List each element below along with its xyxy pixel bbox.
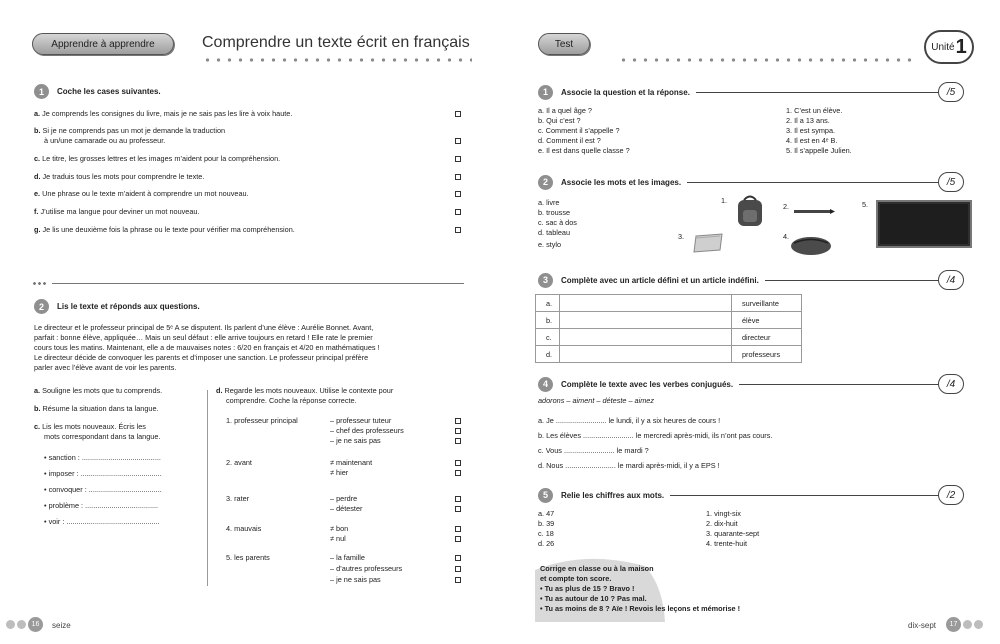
vocab-option: – professeur tuteur [330, 416, 392, 425]
test-exercise-2-heading [538, 172, 964, 192]
image-number: 5. [862, 200, 869, 209]
answer: 3. Il est sympa. [786, 126, 836, 135]
page-number-badge [6, 617, 43, 632]
footer-dot [6, 620, 15, 629]
word-line[interactable]: • voir : .............................................. [44, 517, 160, 526]
vocab-option: ≠ maintenant [330, 458, 373, 467]
checkbox[interactable] [455, 506, 461, 512]
number-word: 2. dix-huit [706, 519, 738, 528]
exercise-1-heading [34, 84, 474, 99]
page-number-badge [946, 617, 983, 632]
answer: 1. C’est un élève. [786, 106, 843, 115]
page-number: 17 [946, 617, 961, 632]
checklist-item-c: c. Le titre, les grosses lettres et les images m’aident pour la compréhension. [34, 154, 281, 163]
exercise-title: Associe les mots et les images. [561, 177, 682, 187]
checkbox-g[interactable] [455, 227, 461, 233]
table-row [536, 346, 802, 363]
vocab-word: 5. les parents [226, 553, 270, 562]
exercise-number: 5 [538, 488, 553, 503]
verb-bank: adorons – aiment – déteste – aimez [538, 396, 655, 405]
checkbox[interactable] [455, 566, 461, 572]
exercise-title: Complète avec un article défini et un article indéfini. [561, 275, 759, 285]
page-number: 16 [28, 617, 43, 632]
reading-text-line: Le directeur et le professeur principal de 5ᵉ A se disputent. Ils parlent d’une élève : Aurélie Bonnet. Avant, [34, 323, 374, 332]
pencil-case-icon [790, 234, 834, 256]
article-input-cell[interactable] [560, 346, 732, 363]
checkbox[interactable] [455, 418, 461, 424]
checkbox[interactable] [455, 460, 461, 466]
correction-line: Corrige en classe ou à la maison [540, 564, 654, 573]
answer: 2. Il a 13 ans. [786, 116, 830, 125]
score-badge: /5 [938, 172, 964, 192]
checklist-item-e: e. Une phrase ou le texte m’aident à comprendre un mot nouveau. [34, 189, 249, 198]
exercise-title: Associe la question et la réponse. [561, 87, 690, 97]
correction-line: • Tu as plus de 15 ? Bravo ! [540, 584, 635, 593]
question: a. Il a quel âge ? [538, 106, 592, 115]
article-input-cell[interactable] [560, 312, 732, 329]
question-c: c. Lis les mots nouveaux. Écris les [34, 422, 146, 431]
section-pill [32, 33, 174, 55]
checklist-item-b: b. Si je ne comprends pas un mot je demande la traduction [34, 126, 226, 135]
image-number: 1. [721, 196, 728, 205]
word-line[interactable]: • imposer : ........................................ [44, 469, 162, 478]
vocab-word: 1. professeur principal [226, 416, 298, 425]
article-table [535, 294, 802, 363]
fill-sentence[interactable]: b. Les élèves ......................... le mercredi après-midi, ils n’ont pas cours. [538, 431, 773, 440]
checklist-item-f: f. J’utilise ma langue pour deviner un mot nouveau. [34, 207, 200, 216]
number-item: d. 26 [538, 539, 555, 548]
column-divider [207, 390, 208, 586]
exercise-title: Coche les cases suivantes. [57, 87, 161, 96]
section-pill [538, 33, 590, 55]
reading-text-line: parler avec l’élève avant de voir les parents. [34, 363, 177, 372]
image-number: 4. [783, 232, 790, 241]
unit-label: Unité [931, 41, 955, 53]
vocab-option: ≠ hier [330, 468, 349, 477]
section-pill-label: Test [554, 38, 574, 50]
row-label: a. [536, 295, 560, 312]
vocab-item: e. stylo [538, 240, 562, 249]
vocab-option: – perdre [330, 494, 358, 503]
number-word: 3. quarante-sept [706, 529, 760, 538]
separator-line [52, 283, 464, 284]
pen-icon [792, 208, 836, 216]
heading-rule [670, 495, 940, 496]
checkbox[interactable] [455, 577, 461, 583]
question-d: d. Regarde les mots nouveaux. Utilise le contexte pour [216, 386, 394, 395]
vocab-option: – chef des professeurs [330, 426, 404, 435]
row-label: d. [536, 346, 560, 363]
heading-rule [687, 182, 940, 183]
score-badge: /5 [938, 82, 964, 102]
exercise-title: Complète le texte avec les verbes conjugués. [561, 379, 734, 389]
exercise-number: 2 [538, 175, 553, 190]
vocab-word: 4. mauvais [226, 524, 262, 533]
exercise-number: 1 [34, 84, 49, 99]
noun-cell: surveillante [732, 295, 802, 312]
exercise-title: Lis le texte et réponds aux questions. [57, 302, 200, 311]
page-number-word: dix-sept [908, 621, 937, 630]
exercise-number: 2 [34, 299, 49, 314]
checkbox[interactable] [455, 526, 461, 532]
checkbox[interactable] [455, 496, 461, 502]
checkbox[interactable] [455, 555, 461, 561]
separator-dots [32, 282, 48, 285]
fill-sentence[interactable]: d. Nous ......................... le mardi après-midi, il y a EPS ! [538, 461, 720, 470]
checkbox[interactable] [455, 470, 461, 476]
article-input-cell[interactable] [560, 295, 732, 312]
page-title: Comprendre un texte écrit en français [202, 34, 470, 51]
reading-text-line: parfait : bonne élève, appliquée… Mais un seul défaut : elle arrive toujours en retard ! Elle rate le premier [34, 333, 373, 342]
article-input-cell[interactable] [560, 329, 732, 346]
checkbox[interactable] [455, 536, 461, 542]
checklist-item-b-cont: à un/une camarade ou au professeur. [44, 136, 166, 145]
exercise-title: Relie les chiffres aux mots. [561, 490, 665, 500]
answer: 4. Il est en 4ᵉ B. [786, 136, 838, 145]
test-exercise-3-heading [538, 270, 964, 290]
word-line[interactable]: • convoquer : .................................... [44, 485, 162, 494]
section-pill-label: Apprendre à apprendre [51, 38, 155, 50]
question: e. Il est dans quelle classe ? [538, 146, 630, 155]
question-d-cont: comprendre. Coche la réponse correcte. [226, 396, 357, 405]
vocab-item: a. livre [538, 198, 560, 207]
footer-dot [974, 620, 983, 629]
exercise-number: 4 [538, 377, 553, 392]
noun-cell: élève [732, 312, 802, 329]
number-item: b. 39 [538, 519, 555, 528]
table-row [536, 295, 802, 312]
checkbox-e[interactable] [455, 191, 461, 197]
correction-line: • Tu as autour de 10 ? Pas mal. [540, 594, 647, 603]
noun-cell: professeurs [732, 346, 802, 363]
question: b. Qui c’est ? [538, 116, 581, 125]
checkbox-c[interactable] [455, 156, 461, 162]
vocab-item: d. tableau [538, 228, 571, 237]
reading-text-line: Le directeur décide de convoquer les parents et d’imposer une sanction. Le professeur principal préfère [34, 353, 369, 362]
book-icon [690, 232, 726, 254]
reading-text-line: cours tous les matins. Maintenant, elle a de mauvaises notes : 6/20 en français et 4/20 en mathématiques ! [34, 343, 380, 352]
number-word: 4. trente-huit [706, 539, 747, 548]
row-label: b. [536, 312, 560, 329]
test-exercise-4-heading [538, 374, 964, 394]
vocab-option: ≠ nul [330, 534, 346, 543]
score-badge: /4 [938, 270, 964, 290]
score-badge: /4 [938, 374, 964, 394]
table-row [536, 329, 802, 346]
fill-sentence[interactable]: c. Vous ......................... le mardi ? [538, 446, 649, 455]
heading-rule [765, 280, 940, 281]
question-c-cont: mots correspondant dans ta langue. [44, 432, 161, 441]
vocab-option: – je ne sais pas [330, 436, 381, 445]
vocab-option: – d’autres professeurs [330, 564, 403, 573]
question-b: b. Résume la situation dans ta langue. [34, 404, 159, 413]
heading-rule [739, 384, 940, 385]
vocab-option: ≠ bon [330, 524, 349, 533]
vocab-option: – détester [330, 504, 363, 513]
vocab-item: c. sac à dos [538, 218, 577, 227]
image-number: 3. [678, 232, 685, 241]
row-label: c. [536, 329, 560, 346]
exercise-2-heading [34, 299, 474, 314]
vocab-word: 3. rater [226, 494, 250, 503]
image-number: 2. [783, 202, 790, 211]
word-line[interactable]: • sanction : ....................................... [44, 453, 161, 462]
fill-sentence[interactable]: a. Je ......................... le lundi, il y a six heures de cours ! [538, 416, 721, 425]
number-word: 1. vingt-six [706, 509, 741, 518]
checkbox-d[interactable] [455, 174, 461, 180]
checkbox[interactable] [455, 438, 461, 444]
vocab-word: 2. avant [226, 458, 252, 467]
vocab-option: – la famille [330, 553, 365, 562]
footer-dot [17, 620, 26, 629]
noun-cell: directeur [732, 329, 802, 346]
exercise-number: 1 [538, 85, 553, 100]
title-dots [618, 58, 918, 62]
unit-number: 1 [955, 35, 967, 58]
blackboard-icon [876, 200, 972, 250]
checklist-item-g: g. Je lis une deuxième fois la phrase ou le texte pour vérifier ma compréhension. [34, 225, 295, 234]
checklist-item-a: a. Je comprends les consignes du livre, mais je ne sais pas les lire à voix haute. [34, 109, 293, 118]
correction-line: et compte ton score. [540, 574, 612, 583]
footer-dot [963, 620, 972, 629]
title-dots [202, 58, 472, 62]
backpack-icon [734, 194, 768, 230]
number-item: a. 47 [538, 509, 555, 518]
number-item: c. 18 [538, 529, 554, 538]
heading-rule [696, 92, 940, 93]
vocab-item: b. trousse [538, 208, 571, 217]
checkbox-b[interactable] [455, 138, 461, 144]
word-line[interactable]: • problème : .................................... [44, 501, 159, 510]
unit-badge [924, 30, 974, 64]
score-badge: /2 [938, 485, 964, 505]
page-number-word: seize [52, 621, 71, 630]
question: c. Comment il s’appelle ? [538, 126, 620, 135]
vocab-option: – je ne sais pas [330, 575, 381, 584]
table-row [536, 312, 802, 329]
question: d. Comment il est ? [538, 136, 601, 145]
checkbox-f[interactable] [455, 209, 461, 215]
checkbox-a[interactable] [455, 111, 461, 117]
test-exercise-1-heading [538, 82, 964, 102]
question-a: a. Souligne les mots que tu comprends. [34, 386, 163, 395]
checkbox[interactable] [455, 428, 461, 434]
correction-line: • Tu as moins de 8 ? Aïe ! Revois les leçons et mémorise ! [540, 604, 741, 613]
exercise-number: 3 [538, 273, 553, 288]
checklist-item-d: d. Je traduis tous les mots pour comprendre le texte. [34, 172, 205, 181]
test-exercise-5-heading [538, 485, 964, 505]
answer: 5. Il s’appelle Julien. [786, 146, 852, 155]
